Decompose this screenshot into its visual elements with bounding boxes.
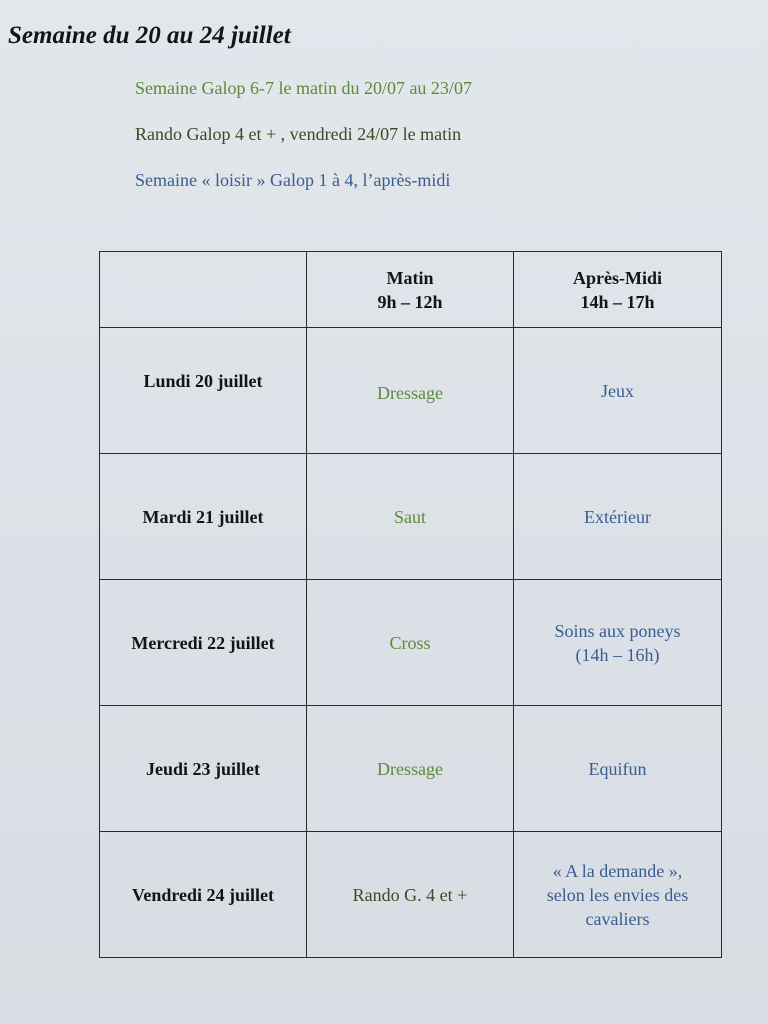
afternoon-cell — [514, 706, 722, 832]
morning-cell — [307, 454, 514, 580]
afternoon-cell — [514, 580, 722, 706]
intro-galop-6-7: Semaine Galop 6-7 le matin du 20/07 au 23/07 — [135, 78, 472, 98]
day-cell — [100, 328, 307, 454]
morning-activity: Cross — [389, 632, 431, 653]
afternoon-activity-line: cavaliers — [585, 908, 650, 929]
intro-loisir: Semaine « loisir » Galop 1 à 4, l’après-midi — [135, 170, 451, 190]
afternoon-activity-note: (14h – 16h) — [575, 644, 660, 665]
intro-rando: Rando Galop 4 et + , vendredi 24/07 le matin — [135, 124, 462, 144]
afternoon-activity: Equifun — [588, 758, 647, 779]
table-row — [100, 706, 722, 832]
header-morning — [307, 252, 514, 328]
day-label: Mercredi 22 juillet — [131, 632, 275, 653]
afternoon-activity-line: « A la demande », — [552, 860, 683, 881]
page-title: Semaine du 20 au 24 juillet — [8, 22, 291, 49]
afternoon-cell — [514, 832, 722, 958]
day-label: Vendredi 24 juillet — [131, 884, 274, 905]
morning-activity: Dressage — [377, 758, 443, 779]
afternoon-activity: Soins aux poneys — [554, 620, 681, 641]
table-row — [100, 328, 722, 454]
afternoon-cell — [514, 454, 722, 580]
morning-cell — [307, 832, 514, 958]
table-header-row — [100, 252, 722, 328]
schedule-table — [99, 251, 722, 958]
afternoon-activity: Extérieur — [584, 506, 651, 527]
day-cell — [100, 832, 307, 958]
header-afternoon-label: Après-Midi — [573, 267, 662, 288]
morning-activity: Rando G. 4 et + — [352, 884, 468, 905]
morning-cell — [307, 328, 514, 454]
morning-cell — [307, 580, 514, 706]
day-label: Jeudi 23 juillet — [145, 758, 260, 779]
morning-cell — [307, 706, 514, 832]
header-morning-hours: 9h – 12h — [377, 291, 443, 312]
header-morning-label: Matin — [386, 267, 434, 288]
table-row — [100, 580, 722, 706]
afternoon-activity: Jeux — [601, 380, 634, 401]
day-cell — [100, 580, 307, 706]
day-cell — [100, 454, 307, 580]
morning-activity: Dressage — [377, 382, 443, 403]
header-afternoon-hours: 14h – 17h — [580, 291, 655, 312]
afternoon-activity-line: selon les envies des — [546, 884, 689, 905]
day-label: Mardi 21 juillet — [142, 506, 264, 527]
table-row — [100, 454, 722, 580]
table-row — [100, 832, 722, 958]
day-cell — [100, 706, 307, 832]
afternoon-cell — [514, 328, 722, 454]
header-empty-cell — [100, 252, 307, 328]
header-afternoon — [514, 252, 722, 328]
morning-activity: Saut — [393, 506, 426, 527]
day-label: Lundi 20 juillet — [143, 370, 263, 391]
